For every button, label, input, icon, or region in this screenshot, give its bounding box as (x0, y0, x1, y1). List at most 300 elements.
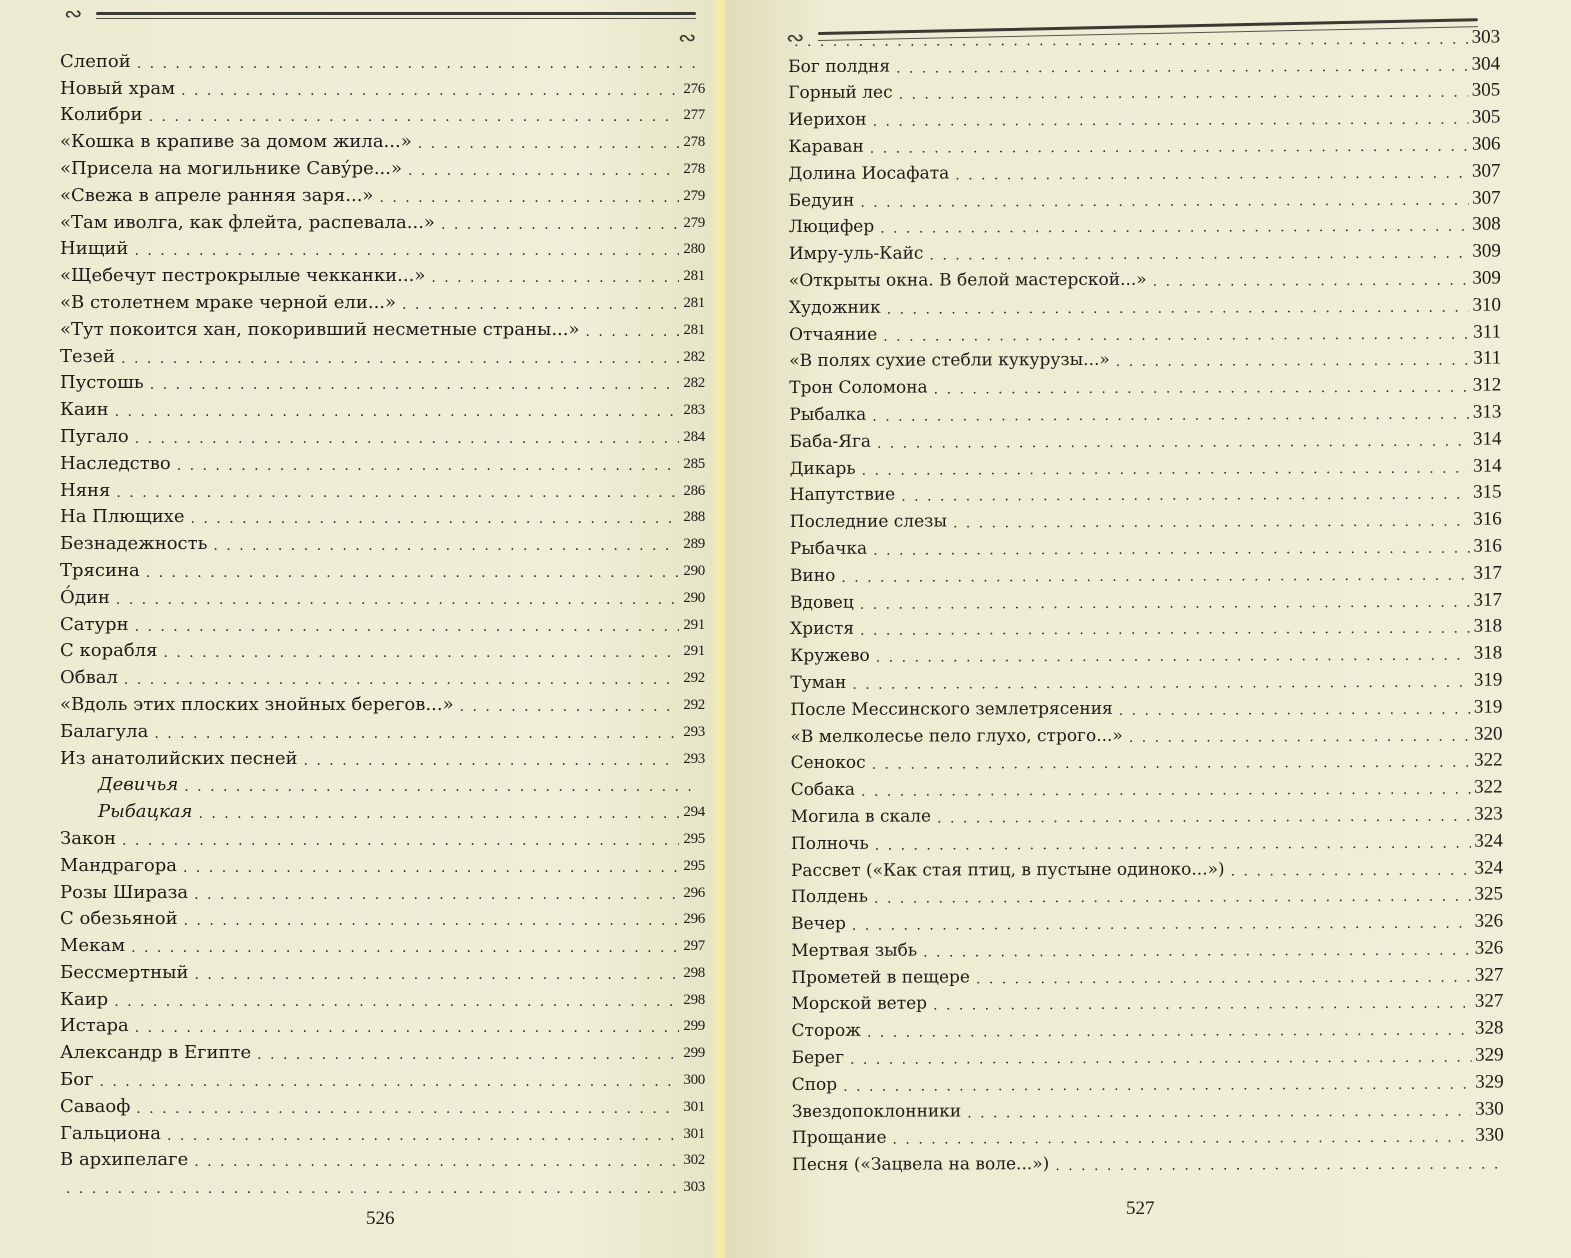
toc-entry-title: Отчаяние (789, 324, 878, 345)
toc-entry-title: Сенокос (790, 753, 866, 774)
toc-entry-page: 305 (1471, 79, 1501, 102)
toc-entry (60, 100, 705, 127)
toc-entry-title: Вино (789, 565, 836, 586)
toc-entry (792, 1120, 1504, 1149)
dot-leader (873, 111, 1468, 131)
toc-entry-title: Горный лес (788, 83, 893, 104)
toc-entry (790, 611, 1502, 640)
toc-entry-page: 328 (1474, 1017, 1504, 1039)
toc-entry (790, 638, 1502, 667)
toc-entry-title: Новый храм (60, 77, 176, 99)
toc-entry-page: 304 (1471, 53, 1501, 75)
toc-entry-page: 320 (1473, 723, 1503, 745)
toc-entry (789, 370, 1501, 399)
toc-entry (789, 182, 1501, 211)
toc-entry-title: Сторож (791, 1021, 861, 1042)
toc-entry (790, 531, 1502, 560)
toc-entry-page: 282 (683, 348, 705, 365)
toc-entry-title: С обезьяной (60, 908, 178, 930)
dot-leader (867, 1022, 1471, 1042)
toc-entry-title: Напутствие (789, 484, 896, 506)
toc-entry (791, 986, 1503, 1015)
toc-entry-title: Люцифер (788, 217, 875, 238)
dot-leader (149, 108, 680, 126)
toc-entry (60, 1091, 705, 1118)
toc-entry-title: «Там иволга, как флейта, распевала...» (60, 211, 435, 233)
dot-leader (876, 647, 1470, 667)
toc-entry-page: 310 (1472, 294, 1502, 316)
dot-leader (860, 191, 1468, 211)
toc-entry (788, 102, 1500, 131)
toc-entry (60, 207, 705, 234)
toc-entry-title: Песня («Зацвела на воле...») (791, 1154, 1050, 1176)
dot-leader (137, 55, 701, 73)
dot-leader (929, 245, 1468, 265)
toc-entry (788, 155, 1500, 184)
toc-entry-title: «Свежа в апреле ранняя заря...» (60, 184, 374, 206)
toc-entry (791, 906, 1503, 935)
dot-leader (431, 269, 679, 287)
toc-entry-title: «Вдоль этих плоских знойных берегов...» (60, 693, 454, 715)
toc-entry (791, 772, 1503, 801)
toc-entry-page: 282 (683, 375, 705, 392)
dot-leader (213, 537, 679, 555)
toc-entry-title: Долина Иосафата (788, 163, 950, 184)
dot-leader (135, 618, 680, 636)
toc-entry-page: 330 (1475, 1098, 1504, 1120)
toc-entry-page: 299 (683, 1045, 705, 1062)
dot-leader (887, 298, 1469, 318)
dot-leader (852, 915, 1471, 935)
toc-entry-page: 292 (683, 670, 705, 687)
toc-entry-title: Последние слезы (789, 511, 947, 533)
toc-entry (792, 1040, 1504, 1069)
toc-entry-page: 307 (1471, 160, 1501, 182)
toc-entry-title: Из анатолийских песней (60, 747, 298, 769)
toc-entry-title: Берег (791, 1047, 845, 1069)
toc-entry-page: 319 (1473, 696, 1503, 718)
toc-entry-page: 326 (1474, 937, 1504, 959)
dot-leader (1153, 272, 1469, 291)
toc-entry-page: 309 (1472, 240, 1501, 262)
toc-entry-page: 311 (1473, 321, 1502, 343)
dot-leader (1116, 352, 1470, 371)
dot-leader (877, 432, 1469, 452)
toc-entry-title: «В полях сухие стебли кукурузы...» (789, 350, 1110, 372)
toc-entry-title: «Тут покоится хан, покоривший несметные страны...» (60, 318, 580, 340)
dot-leader (1231, 861, 1471, 880)
toc-entry (790, 584, 1502, 613)
toc-entry (60, 287, 705, 314)
toc-entry (792, 1093, 1504, 1122)
ornament-swirl-icon: ∾ (786, 26, 805, 51)
dot-leader (195, 966, 680, 984)
toc-entry (60, 234, 705, 261)
toc-entry-page: 323 (1474, 803, 1503, 825)
toc-entry-title: Имру-уль-Кайс (788, 243, 924, 265)
toc-entry-title: Рассвет («Как стая птиц, в пустыне одиноко...») (790, 858, 1225, 881)
toc-entry-page: 298 (683, 964, 705, 981)
toc-entry-title: Бессмертный (60, 961, 189, 983)
toc-entry (789, 289, 1501, 318)
toc-entry-page: 299 (683, 1018, 705, 1035)
toc-entry (60, 877, 705, 904)
toc-entry-title: Нищий (60, 238, 129, 260)
toc-entry (60, 957, 705, 984)
toc-entry (788, 22, 1500, 51)
toc-entry-title: Девичья (98, 774, 179, 796)
dot-leader (135, 1019, 680, 1037)
toc-entry-page: 327 (1474, 964, 1504, 986)
dot-leader (402, 296, 679, 314)
toc-entry (790, 665, 1502, 694)
dot-leader (843, 1075, 1471, 1095)
dot-leader (955, 164, 1468, 184)
toc-entry-title: Истара (60, 1015, 129, 1037)
toc-entry-page: 326 (1474, 910, 1504, 932)
toc-entry (60, 1118, 705, 1145)
toc-entry-page: 313 (1472, 401, 1502, 423)
dot-leader (441, 216, 679, 234)
dot-leader (933, 995, 1471, 1015)
toc-entry-title: Розы Шираза (60, 881, 189, 903)
toc-entry-title: После Мессинского землетрясения (790, 698, 1113, 720)
dot-leader (880, 218, 1468, 238)
toc-entry (60, 341, 705, 368)
dot-leader (115, 403, 680, 421)
toc-entry-page: 279 (683, 187, 705, 204)
toc-entry (60, 636, 705, 663)
toc-entry-page: 292 (683, 696, 705, 713)
toc-entry-title: Рыбачка (789, 538, 868, 559)
toc-entry (791, 1013, 1503, 1042)
toc-entry-page: 280 (683, 241, 705, 258)
dot-leader (883, 325, 1469, 345)
dot-leader (304, 752, 680, 770)
toc-entry (60, 850, 705, 877)
toc-entry-page: 322 (1474, 776, 1503, 798)
dot-leader (850, 1049, 1471, 1069)
toc-entry-page: 318 (1473, 642, 1503, 664)
toc-entry-title: Баба-Яга (789, 431, 872, 452)
toc-entry-page: 318 (1473, 615, 1503, 637)
toc-entry (791, 825, 1503, 854)
ornament-swirl-icon: ∾ (678, 26, 697, 51)
toc-entry-page: 330 (1475, 1124, 1504, 1147)
ornament-swirl-icon: ∾ (64, 2, 83, 27)
toc-entry-page: 325 (1474, 883, 1504, 905)
toc-entry-page: 276 (683, 80, 705, 97)
toc-entry (60, 126, 705, 153)
toc-entry-page: 281 (683, 321, 705, 338)
toc-entry-page: 311 (1473, 347, 1502, 369)
toc-entry-page: 305 (1471, 106, 1501, 128)
toc-entry-title: «Присела на могильнике Саву́ре...» (60, 157, 402, 179)
toc-entry-title: Дикарь (789, 458, 856, 479)
toc-entry-page: 291 (683, 643, 705, 660)
toc-entry-title: Тезей (60, 345, 116, 367)
toc-entry (788, 48, 1500, 77)
toc-entry-page: 302 (683, 1152, 705, 1169)
toc-entry (60, 528, 705, 555)
toc-entry-page: 307 (1472, 187, 1501, 209)
right-page (726, 0, 1571, 1258)
dot-leader (870, 138, 1468, 158)
toc-entry (60, 689, 705, 716)
header-rule (96, 12, 696, 15)
toc-entry-title: Христя (790, 619, 855, 640)
toc-entry-title: Караван (788, 136, 864, 157)
toc-entry (60, 314, 705, 341)
dot-leader (100, 1073, 680, 1091)
toc-entry-title: Бог (60, 1069, 94, 1091)
toc-entry (60, 153, 705, 180)
toc-entry-page: 308 (1472, 213, 1501, 235)
toc-entry (789, 236, 1501, 265)
toc-entry-page: 283 (683, 402, 705, 419)
dot-leader (953, 513, 1469, 533)
toc-entry (789, 263, 1501, 292)
toc-entry-title: Могила в скале (790, 806, 932, 827)
toc-entry-page: 317 (1473, 589, 1503, 611)
toc-entry-title: Кружево (790, 645, 870, 667)
toc-entry-page: 277 (683, 107, 705, 124)
dot-leader (122, 832, 679, 850)
toc-entry-page: 286 (683, 482, 705, 499)
toc-entry (791, 879, 1503, 908)
toc-entry-title: В архипелаге (60, 1149, 189, 1171)
dot-leader (134, 242, 679, 260)
toc-entry (60, 796, 705, 823)
toc-entry-page: 312 (1472, 374, 1502, 396)
dot-leader (191, 510, 680, 528)
left-page (0, 0, 722, 1258)
toc-entry-title: Туман (790, 672, 847, 693)
page-number-right: 527 (1126, 1198, 1155, 1219)
dot-leader (181, 82, 679, 100)
toc-entry-page: 281 (683, 294, 705, 311)
dot-leader (131, 939, 679, 957)
toc-entry (60, 716, 705, 743)
toc-entry-page: 278 (683, 134, 705, 151)
toc-entry (789, 423, 1501, 452)
toc-entry (60, 1145, 705, 1172)
toc-entry-title: Александр в Египте (60, 1042, 252, 1064)
dot-leader (257, 1046, 679, 1064)
toc-entry (60, 1011, 705, 1038)
toc-entry (788, 129, 1500, 158)
dot-leader (872, 406, 1469, 426)
dot-leader (135, 430, 680, 448)
toc-entry-page: 288 (683, 509, 705, 526)
toc-entry-page: 290 (683, 562, 705, 579)
toc-entry-title: Саваоф (60, 1095, 131, 1117)
toc-entry-page: 290 (683, 589, 705, 606)
toc-entry-page: 284 (683, 428, 705, 445)
toc-entry-title: Спор (791, 1074, 838, 1095)
dot-leader (873, 540, 1469, 560)
dot-leader (841, 566, 1469, 586)
toc-entry (60, 73, 705, 100)
dot-leader (184, 778, 701, 796)
toc-entry-title: Прощание (791, 1128, 887, 1149)
dot-leader (875, 834, 1471, 854)
dot-leader (146, 564, 680, 582)
toc-entry-page: 296 (683, 911, 705, 928)
toc-entry-page: 296 (683, 884, 705, 901)
toc-entry-page: 291 (683, 616, 705, 633)
toc-entry-title: Вдовец (789, 592, 854, 613)
toc-entry (60, 1171, 705, 1198)
toc-entry-page: 316 (1473, 535, 1502, 557)
toc-entry (60, 930, 705, 957)
toc-entry-title: Прометей в пещере (791, 967, 970, 988)
dot-leader (794, 30, 1468, 50)
toc-entry-page: 300 (683, 1072, 705, 1089)
toc-entry-page: 329 (1475, 1044, 1504, 1066)
toc-entry (60, 770, 705, 797)
toc-entry-title: О́дин (60, 586, 110, 608)
toc-entry (60, 421, 705, 448)
dot-leader (184, 912, 680, 930)
toc-entry-title: Полдень (791, 887, 869, 908)
dot-leader (460, 698, 680, 716)
toc-entry-page: 317 (1473, 562, 1502, 584)
toc-list-right (788, 22, 1504, 1177)
dot-leader (154, 725, 679, 743)
toc-entry-title: Иерихон (788, 109, 867, 131)
toc-entry (790, 691, 1502, 720)
toc-entry-title: Вечер (791, 913, 846, 935)
toc-entry (60, 46, 705, 73)
toc-entry-page: 316 (1473, 508, 1502, 530)
toc-entry (60, 368, 705, 395)
toc-entry-title: «Щебечут пестрокрылые чекканки...» (60, 265, 426, 287)
dot-leader (860, 620, 1470, 640)
toc-entry-page: 324 (1474, 857, 1503, 879)
toc-entry (790, 557, 1502, 586)
toc-entry (60, 823, 705, 850)
toc-entry-title: Пугало (60, 425, 129, 447)
toc-entry-title: «Открыты окна. В белой мастерской...» (788, 269, 1147, 291)
toc-entry (60, 448, 705, 475)
toc-entry (60, 743, 705, 770)
toc-entry (792, 1067, 1504, 1096)
toc-entry-title: Мертвая зыбь (791, 940, 918, 961)
toc-entry-page: 293 (683, 750, 705, 767)
dot-leader (183, 859, 679, 877)
toc-entry-page: 295 (683, 830, 705, 847)
page-number-left: 526 (366, 1208, 395, 1229)
toc-entry-title: Трон Соломона (789, 377, 928, 399)
toc-entry (60, 394, 705, 421)
toc-entry (60, 984, 705, 1011)
toc-entry (791, 933, 1503, 962)
toc-entry-title: С корабля (60, 640, 158, 662)
toc-entry-page: 281 (683, 268, 705, 285)
dot-leader (586, 323, 680, 341)
toc-entry-page: 329 (1475, 1071, 1504, 1093)
toc-entry-title: Каир (60, 988, 109, 1010)
dot-leader (1129, 727, 1470, 746)
dot-leader (379, 189, 679, 207)
dot-leader (862, 459, 1469, 479)
dot-leader (408, 162, 679, 180)
toc-entry-page: 295 (683, 857, 705, 874)
toc-entry (60, 502, 705, 529)
toc-entry-title: Собака (790, 779, 856, 801)
dot-leader (121, 350, 679, 368)
toc-entry-page: 289 (683, 536, 705, 553)
toc-entry (792, 1147, 1504, 1176)
dot-leader (124, 671, 679, 689)
toc-entry-page: 309 (1472, 267, 1501, 289)
toc-entry-title: Слепой (60, 50, 131, 72)
dot-leader (194, 1153, 679, 1171)
toc-entry (791, 852, 1503, 881)
toc-entry-title: Наследство (60, 452, 171, 474)
toc-entry-page: 278 (683, 160, 705, 177)
toc-entry (789, 397, 1501, 426)
dot-leader (194, 886, 679, 904)
toc-entry-title: Морской ветер (791, 994, 928, 1015)
dot-leader (1055, 1156, 1500, 1176)
toc-entry-title: Мекам (60, 935, 126, 957)
toc-entry (789, 209, 1501, 238)
dot-leader (967, 1102, 1471, 1122)
toc-entry-page: 319 (1473, 669, 1503, 691)
toc-entry (791, 745, 1503, 774)
dot-leader (899, 84, 1468, 104)
toc-entry-title: Колибри (60, 104, 143, 126)
toc-entry-title: Сатурн (60, 613, 129, 635)
toc-entry (60, 260, 705, 287)
dot-leader (860, 593, 1470, 613)
toc-entry-page: 303 (1471, 26, 1501, 48)
toc-entry-page: 303 (683, 1179, 705, 1196)
dot-leader (934, 379, 1469, 399)
toc-entry-title: Рыбалка (789, 404, 867, 425)
toc-entry-title: Трясина (60, 559, 140, 581)
toc-entry (60, 1037, 705, 1064)
toc-entry (60, 475, 705, 502)
toc-entry-title: Обвал (60, 667, 118, 689)
toc-list-left (60, 46, 705, 1198)
dot-leader (937, 808, 1470, 828)
toc-entry-page: 285 (683, 455, 705, 472)
toc-entry-page: 322 (1474, 749, 1503, 771)
dot-leader (896, 57, 1468, 77)
dot-leader (874, 888, 1471, 908)
dot-leader (198, 805, 679, 823)
toc-entry-title: На Плющихе (60, 506, 185, 528)
toc-entry (60, 904, 705, 931)
toc-entry-title: Бедуин (788, 190, 855, 211)
toc-entry-title: Закон (60, 827, 117, 849)
dot-leader (150, 376, 680, 394)
toc-entry-title: «Кошка в крапиве за домом жила...» (60, 131, 412, 153)
toc-entry (791, 799, 1503, 828)
toc-entry-title: «В мелколесье пело глухо, строго...» (790, 725, 1123, 747)
dot-leader (872, 754, 1471, 774)
dot-leader (976, 968, 1471, 988)
dot-leader (114, 993, 679, 1011)
dot-leader (852, 674, 1470, 694)
dot-leader (167, 1127, 679, 1145)
toc-entry-title: Мандрагора (60, 854, 178, 876)
dot-leader (901, 486, 1469, 506)
toc-entry (60, 555, 705, 582)
